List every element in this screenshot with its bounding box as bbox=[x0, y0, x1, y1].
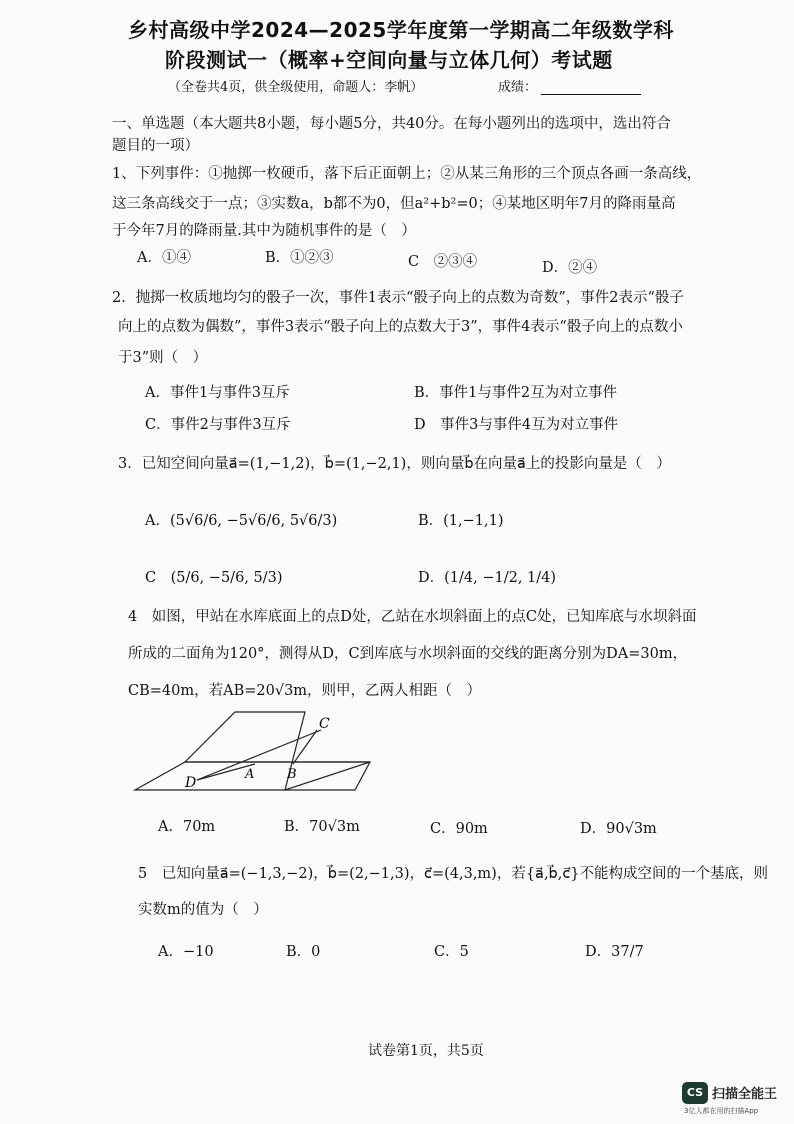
label-d: D bbox=[185, 775, 197, 791]
q2-option-d: D 事件3与事件4互为对立事件 bbox=[414, 417, 619, 433]
q1-option-b: B．①②③ bbox=[265, 250, 334, 266]
segment-dc bbox=[197, 730, 321, 780]
title-line-1: 乡村高级中学2024—2025学年度第一学期高二年级数学科 bbox=[128, 18, 674, 42]
q4-line-3: CB=40m，若AB=20√3m，则甲，乙两人相距（ ） bbox=[128, 683, 482, 699]
score-field bbox=[498, 76, 641, 95]
label-a: A bbox=[245, 767, 255, 782]
q1-option-c: C ②③④ bbox=[408, 254, 478, 270]
score-label: 成绩： bbox=[498, 80, 538, 95]
q1-line-1: 1、下列事件：①抛掷一枚硬币，落下后正面朝上；②从某三角形的三个顶点各画一条高线， bbox=[112, 166, 702, 182]
q1-option-d: D．②④ bbox=[542, 260, 598, 276]
q5-option-d: D．37/7 bbox=[585, 944, 644, 960]
q5-option-c: C．5 bbox=[434, 944, 469, 960]
q2-line-1: 2．抛掷一枚质地均匀的骰子一次，事件1表示“骰子向上的点数为奇数”，事件2表示“骰子 bbox=[112, 290, 684, 306]
q1-line-3: 于今年7月的降雨量.其中为随机事件的是（ ） bbox=[112, 223, 416, 239]
scanner-app-name: 扫描全能王 bbox=[712, 1087, 778, 1102]
scanner-tagline: 3亿人都在用的扫描App bbox=[684, 1107, 759, 1115]
q2-option-a: A．事件1与事件3互斥 bbox=[145, 385, 290, 401]
q4-option-a: A．70m bbox=[158, 819, 216, 835]
dihedral-figure bbox=[125, 710, 385, 805]
q4-option-b: B．70√3m bbox=[284, 819, 360, 835]
label-b: B bbox=[287, 767, 297, 782]
q2-line-3: 于3”则（ ） bbox=[118, 350, 208, 366]
q4-line-2: 所成的二面角为120°，测得从D，C到库底与水坝斜面的交线的距离分别为DA=30m， bbox=[128, 646, 688, 662]
q1-line-2: 这三条高线交于一点；③实数a，b都不为0，但a²+b²=0；④某地区明年7月的降雨量高 bbox=[112, 196, 676, 212]
slope-plane bbox=[185, 712, 370, 790]
section-heading-line-2: 题目的一项） bbox=[112, 138, 199, 154]
title-line-2: 阶段测试一（概率+空间向量与立体几何）考试题 bbox=[165, 48, 613, 72]
section-heading-line-1: 一、单选题（本大题共8小题，每小题5分，共40分。在每小题列出的选项中，选出符合 bbox=[112, 116, 671, 132]
q4-option-c: C．90m bbox=[430, 821, 488, 837]
q2-line-2: 向上的点数为偶数”，事件3表示“骰子向上的点数大于3”，事件4表示“骰子向上的点数小 bbox=[118, 319, 683, 335]
q3-option-b: B．(1,−1,1) bbox=[418, 513, 504, 529]
score-blank bbox=[541, 80, 641, 95]
q1-option-a: A．①④ bbox=[137, 250, 191, 266]
q5-line-2: 实数m的值为（ ） bbox=[138, 902, 268, 918]
page-footer: 试卷第1页，共5页 bbox=[368, 1043, 484, 1059]
q5-option-a: A．−10 bbox=[158, 944, 214, 960]
q4-line-1: 4 如图，甲站在水库底面上的点D处，乙站在水坝斜面上的点C处，已知库底与水坝斜面 bbox=[128, 609, 697, 625]
label-c: C bbox=[319, 716, 330, 732]
q2-option-c: C．事件2与事件3互斥 bbox=[145, 417, 291, 433]
q3-option-a: A．(5√6/6, −5√6/6, 5√6/3) bbox=[145, 513, 338, 529]
q5-option-b: B．0 bbox=[286, 944, 321, 960]
q4-option-d: D．90√3m bbox=[580, 821, 657, 837]
q3-line-1: 3．已知空间向量a⃗=(1,−1,2)，b⃗=(1,−2,1)，则向量b⃗在向量a⃗上的投影向量是（ ） bbox=[118, 456, 671, 472]
q2-option-b: B．事件1与事件2互为对立事件 bbox=[414, 385, 618, 401]
q5-line-1: 5 已知向量a⃗=(−1,3,−2)，b⃗=(2,−1,3)，c⃗=(4,3,m)，若{a⃗,b⃗,c⃗}不能构成空间的一个基底，则 bbox=[138, 866, 769, 882]
q3-option-c: C (5/6, −5/6, 5/3) bbox=[145, 570, 283, 586]
q3-option-d: D．(1/4, −1/2, 1/4) bbox=[418, 570, 557, 586]
scanner-logo-icon: CS bbox=[682, 1082, 708, 1104]
exam-info: （全卷共4页，供全级使用，命题人：李帆） bbox=[168, 80, 424, 95]
